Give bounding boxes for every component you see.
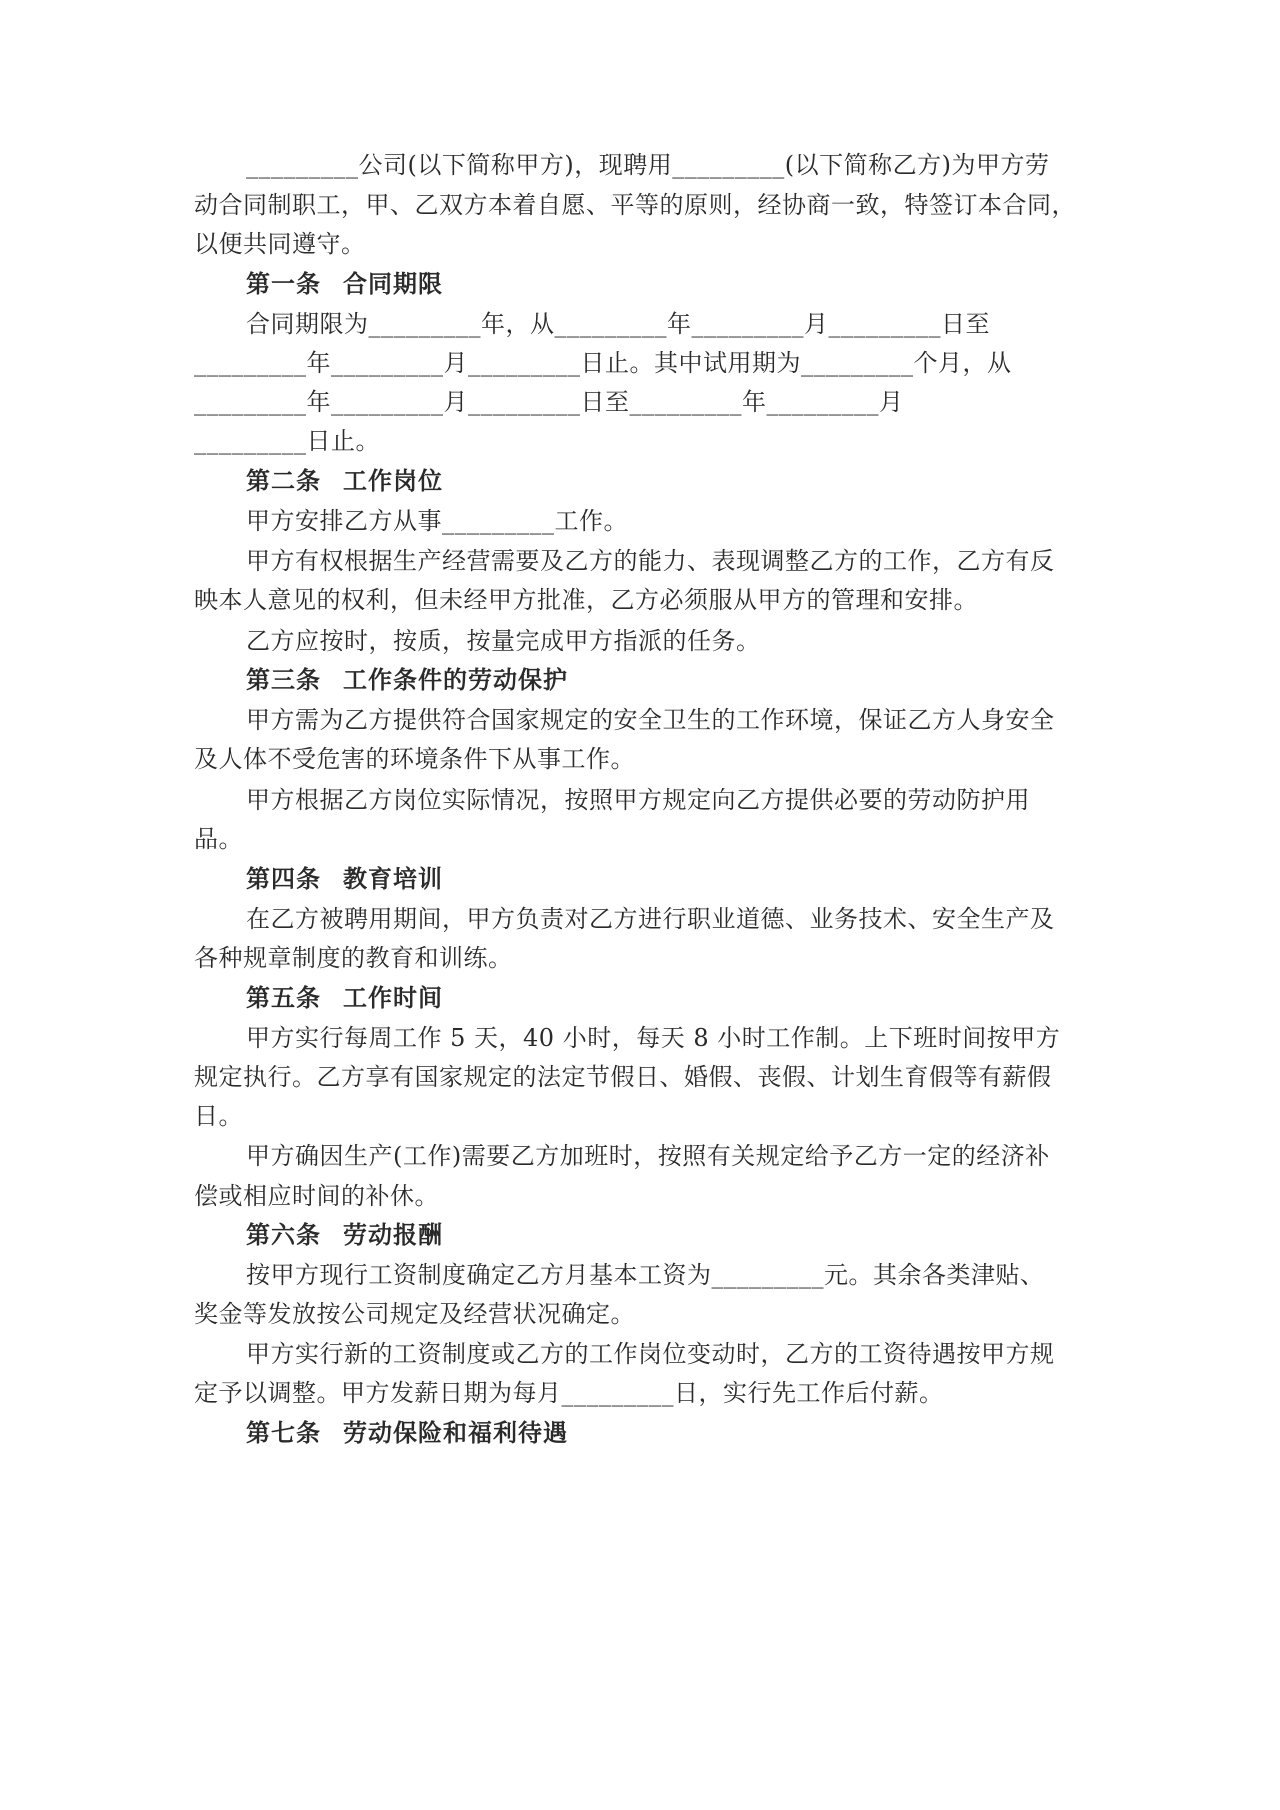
article-title: 劳动报酬 <box>343 1221 443 1249</box>
article-heading <box>246 864 1146 894</box>
article-number: 第四条 <box>246 865 321 893</box>
article-number: 第六条 <box>246 1221 321 1249</box>
body-line: 各种规章制度的教育和训练。 <box>194 944 513 972</box>
body-line: 甲方实行新的工资制度或乙方的工作岗位变动时，乙方的工资待遇按甲方规 <box>246 1340 1055 1368</box>
article-title: 劳动保险和福利待遇 <box>343 1419 568 1447</box>
article-number: 第七条 <box>246 1419 321 1447</box>
article-heading <box>246 983 1146 1013</box>
article-title: 工作岗位 <box>343 467 443 495</box>
body-line: _________年_________月_________日止。其中试用期为_________个月，从 <box>194 349 1012 377</box>
body-line: 映本人意见的权利，但未经甲方批准，乙方必须服从甲方的管理和安排。 <box>194 586 978 614</box>
body-line: _________年_________月_________日至_________年_________月 <box>194 388 904 416</box>
article-title: 工作时间 <box>343 984 443 1012</box>
body-line: 在乙方被聘用期间，甲方负责对乙方进行职业道德、业务技术、安全生产及 <box>246 905 1055 933</box>
body-line: 甲方确因生产(工作)需要乙方加班时，按照有关规定给予乙方一定的经济补 <box>246 1142 1050 1170</box>
article-number: 第二条 <box>246 467 321 495</box>
article-title: 工作条件的劳动保护 <box>343 666 568 694</box>
body-line: _________日止。 <box>194 427 380 455</box>
article-number: 第一条 <box>246 270 321 298</box>
body-line: 甲方有权根据生产经营需要及乙方的能力、表现调整乙方的工作，乙方有反 <box>246 547 1055 575</box>
article-number: 第五条 <box>246 984 321 1012</box>
article-heading <box>246 1418 1146 1448</box>
body-line: 甲方实行每周工作 5 天，40 小时，每天 8 小时工作制。上下班时间按甲方 <box>246 1024 1061 1052</box>
article-heading <box>246 269 1146 299</box>
article-title: 合同期限 <box>343 270 443 298</box>
body-line: 日。 <box>194 1102 243 1130</box>
intro-line: 以便共同遵守。 <box>194 230 366 258</box>
body-line: 甲方需为乙方提供符合国家规定的安全卫生的工作环境，保证乙方人身安全 <box>246 706 1055 734</box>
article-heading <box>246 665 1146 695</box>
body-line: 规定执行。乙方享有国家规定的法定节假日、婚假、丧假、计划生育假等有薪假 <box>194 1063 1052 1091</box>
body-line: 合同期限为_________年，从_________年_________月_________日至 <box>246 310 990 338</box>
body-line: 乙方应按时，按质，按量完成甲方指派的任务。 <box>246 627 761 655</box>
body-line: 按甲方现行工资制度确定乙方月基本工资为_________元。其余各类津贴、 <box>246 1261 1045 1289</box>
intro-line: _________公司(以下简称甲方)，现聘用_________(以下简称乙方)为甲方劳 <box>246 151 1050 179</box>
body-line: 偿或相应时间的补休。 <box>194 1182 439 1210</box>
body-line: 奖金等发放按公司规定及经营状况确定。 <box>194 1300 635 1328</box>
body-line: 甲方安排乙方从事_________工作。 <box>246 507 628 535</box>
body-line: 品。 <box>194 825 243 853</box>
body-line: 定予以调整。甲方发薪日期为每月_________日，实行先工作后付薪。 <box>194 1379 944 1407</box>
article-heading <box>246 1220 1146 1250</box>
body-line: 及人体不受危害的环境条件下从事工作。 <box>194 745 635 773</box>
article-heading <box>246 466 1146 496</box>
body-line: 甲方根据乙方岗位实际情况，按照甲方规定向乙方提供必要的劳动防护用 <box>246 786 1030 814</box>
article-title: 教育培训 <box>343 865 443 893</box>
article-number: 第三条 <box>246 666 321 694</box>
intro-line: 动合同制职工，甲、乙双方本着自愿、平等的原则，经协商一致，特签订本合同， <box>194 191 1076 219</box>
